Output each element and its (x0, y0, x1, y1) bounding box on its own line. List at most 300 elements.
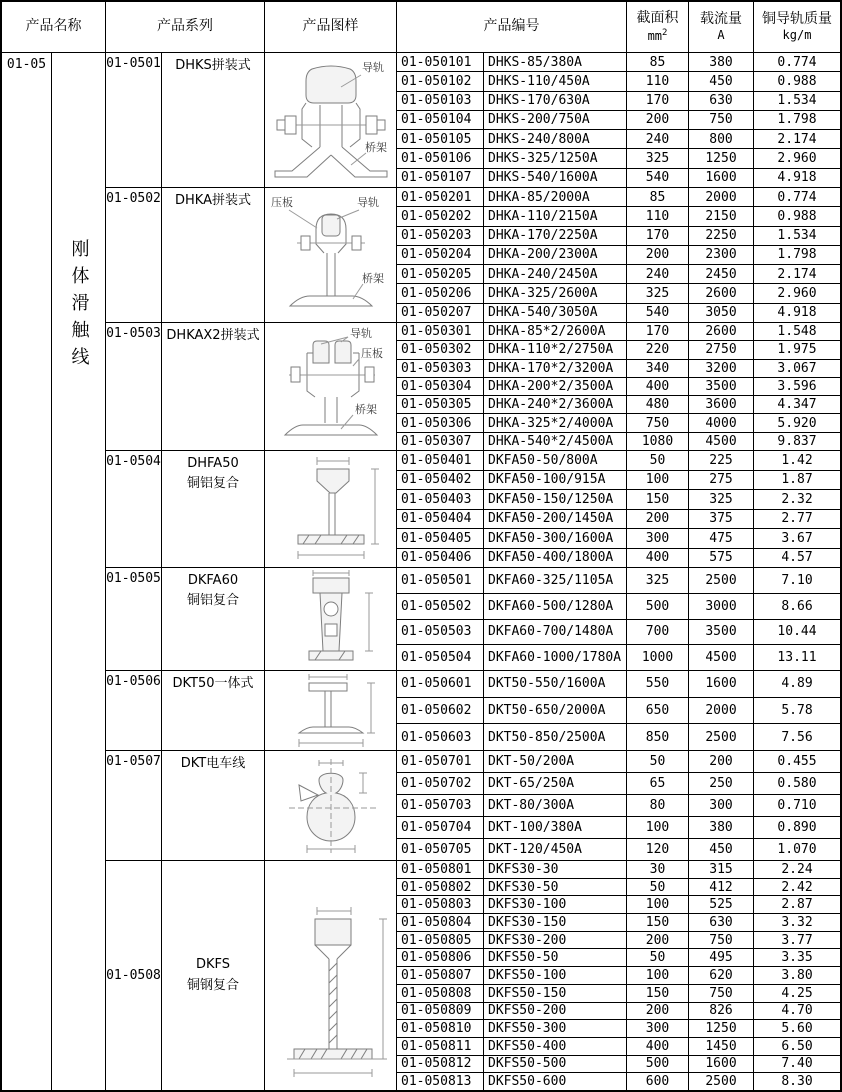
drawing-label-bracket: 桥架 (355, 403, 377, 416)
series-name-cell (162, 451, 265, 567)
series-name-cell (162, 568, 265, 670)
product-model-cell: DKT-120/450A (484, 839, 627, 860)
current-cell: 1450 (689, 1038, 754, 1055)
product-row (397, 284, 840, 303)
current-cell: 2000 (689, 188, 754, 206)
area-cell: 100 (627, 817, 689, 838)
product-model-cell: DHKA-540*2/4500A (484, 433, 627, 450)
category-name-cell (52, 53, 106, 1090)
mass-cell: 4.70 (781, 1003, 813, 1019)
mass-cell: 3.596 (777, 378, 817, 394)
current-cell: 450 (689, 72, 754, 90)
area-cell: 85 (627, 188, 689, 206)
area-cell: 325 (627, 284, 689, 302)
product-model-cell: DKFS50-500 (484, 1056, 627, 1073)
current-cell: 275 (689, 471, 754, 490)
mass-cell: 2.77 (781, 511, 813, 527)
product-row (397, 671, 840, 698)
series-name-line: DKT50一体式 (172, 676, 254, 691)
product-code-cell: 01-050503 (397, 620, 484, 645)
product-section (106, 861, 840, 1090)
current-cell: 826 (689, 1003, 754, 1020)
header-product-name (2, 2, 106, 52)
mass-cell: 9.837 (777, 433, 817, 449)
series-code-cell: 01-0504 (106, 451, 162, 567)
header-product-series-label: 产品系列 (157, 18, 213, 35)
area-cell: 300 (627, 1020, 689, 1037)
product-row (397, 568, 840, 594)
header-current-capacity (689, 2, 754, 52)
mass-cell: 0.890 (777, 820, 817, 835)
current-cell: 2300 (689, 246, 754, 264)
product-model-cell: DHKA-200*2/3500A (484, 378, 627, 395)
series-code-cell: 01-0508 (106, 861, 162, 1090)
area-cell: 480 (627, 396, 689, 413)
product-code-cell: 01-050203 (397, 227, 484, 245)
product-row (397, 879, 840, 897)
mass-cell: 2.960 (777, 151, 817, 167)
mass-cell: 4.57 (781, 550, 813, 566)
mass-cell: 7.10 (781, 572, 813, 588)
current-cell: 2500 (689, 724, 754, 750)
area-cell: 1080 (627, 433, 689, 450)
product-model-cell: DKFS30-200 (484, 932, 627, 949)
category-code: 01-05 (6, 57, 47, 72)
series-name-line: DHKA拼装式 (175, 193, 251, 208)
header-product-code (397, 2, 627, 52)
product-row (397, 471, 840, 491)
product-model-cell: DHKS-325/1250A (484, 149, 627, 167)
product-row (397, 433, 840, 450)
product-row (397, 594, 840, 620)
mass-cell: 2.32 (781, 491, 813, 507)
product-code-cell: 01-050704 (397, 817, 484, 838)
header-product-series (106, 2, 265, 52)
current-cell: 325 (689, 490, 754, 509)
series-code-cell: 01-0501 (106, 53, 162, 187)
product-model-cell: DHKS-110/450A (484, 72, 627, 90)
current-cell: 3000 (689, 594, 754, 619)
product-code-cell: 01-050802 (397, 879, 484, 896)
mass-cell: 13.11 (777, 650, 817, 666)
section-rows (397, 188, 840, 322)
mass-cell: 2.174 (777, 266, 817, 282)
current-cell: 2250 (689, 227, 754, 245)
category-name-vertical: 刚体滑触线 (68, 239, 90, 374)
mass-cell: 1.534 (777, 93, 817, 109)
header-product-name-label: 产品名称 (25, 18, 82, 35)
area-cell: 220 (627, 341, 689, 358)
mass-cell: 3.67 (781, 530, 813, 546)
header-current-label: 载流量 (700, 10, 742, 27)
product-row (397, 207, 840, 226)
product-code-cell: 01-050201 (397, 188, 484, 206)
series-name-cell (162, 751, 265, 860)
current-cell: 380 (689, 817, 754, 838)
product-row (397, 490, 840, 510)
mass-cell: 2.87 (781, 897, 813, 913)
current-cell: 3500 (689, 620, 754, 645)
current-cell: 2500 (689, 1073, 754, 1090)
product-model-cell: DKFS50-50 (484, 949, 627, 966)
current-cell: 375 (689, 510, 754, 529)
product-row (397, 149, 840, 168)
drawing-label-rail: 导轨 (350, 327, 372, 340)
area-cell: 200 (627, 246, 689, 264)
product-code-cell: 01-050204 (397, 246, 484, 264)
dhkax2-double-rail-assembly-diagram (265, 323, 396, 450)
current-cell: 575 (689, 549, 754, 568)
product-code-cell: 01-050404 (397, 510, 484, 529)
area-cell: 200 (627, 1003, 689, 1020)
mass-cell: 1.975 (777, 342, 817, 358)
series-code-cell: 01-0503 (106, 323, 162, 450)
area-cell: 240 (627, 130, 689, 148)
product-drawing-cell (265, 451, 397, 567)
product-row (397, 932, 840, 950)
area-cell: 30 (627, 861, 689, 878)
product-row (397, 304, 840, 322)
section-rows (397, 323, 840, 450)
product-code-cell: 01-050105 (397, 130, 484, 148)
product-code-cell: 01-050301 (397, 323, 484, 340)
series-name-line: DKFS (195, 957, 231, 973)
product-row (397, 130, 840, 149)
product-row (397, 92, 840, 111)
mass-cell: 0.988 (777, 73, 817, 89)
header-mass-unit: kg/m (782, 28, 812, 43)
header-mass-label: 铜导轨质量 (762, 10, 832, 27)
product-code-cell: 01-050806 (397, 949, 484, 966)
product-row (397, 949, 840, 967)
area-cell: 400 (627, 378, 689, 395)
product-model-cell: DKT50-650/2000A (484, 698, 627, 724)
product-drawing-cell (265, 323, 397, 450)
mass-cell: 1.534 (777, 228, 817, 244)
product-code-cell: 01-050405 (397, 529, 484, 548)
area-cell: 700 (627, 620, 689, 645)
header-rail-mass (754, 2, 840, 52)
product-row (397, 53, 840, 72)
current-cell: 200 (689, 751, 754, 772)
current-cell: 1600 (689, 169, 754, 187)
product-code-cell: 01-050813 (397, 1073, 484, 1090)
product-section (106, 323, 840, 451)
series-name-cell (162, 671, 265, 750)
product-model-cell: DKFA50-300/1600A (484, 529, 627, 548)
mass-cell: 1.548 (777, 324, 817, 340)
product-code-cell: 01-050106 (397, 149, 484, 167)
mass-cell: 2.960 (777, 286, 817, 302)
current-cell: 250 (689, 773, 754, 794)
product-code-cell: 01-050207 (397, 304, 484, 322)
product-code-cell: 01-050401 (397, 451, 484, 470)
area-cell: 240 (627, 265, 689, 283)
product-row (397, 839, 840, 860)
current-cell: 2000 (689, 698, 754, 724)
mass-cell: 2.174 (777, 131, 817, 147)
product-model-cell: DHKA-110/2150A (484, 207, 627, 225)
mass-cell: 8.66 (781, 598, 813, 614)
product-code-cell: 01-050812 (397, 1056, 484, 1073)
section-rows (397, 751, 840, 860)
product-code-cell: 01-050502 (397, 594, 484, 619)
product-code-cell: 01-050305 (397, 396, 484, 413)
area-cell: 120 (627, 839, 689, 860)
mass-cell: 3.32 (781, 914, 813, 930)
mass-cell: 1.798 (777, 247, 817, 263)
product-row (397, 72, 840, 91)
dhks-clamp-assembly-diagram (265, 53, 396, 187)
drawing-label-clamp-plate: 压板 (361, 347, 383, 360)
product-row (397, 451, 840, 471)
product-model-cell: DKFS50-150 (484, 985, 627, 1002)
product-code-cell: 01-050202 (397, 207, 484, 225)
dhfa50-t-rail-cross-section-diagram (265, 451, 396, 567)
area-cell: 1000 (627, 645, 689, 670)
area-cell: 80 (627, 795, 689, 816)
series-name-cell (162, 188, 265, 322)
product-model-cell: DKFS50-400 (484, 1038, 627, 1055)
product-code-cell: 01-050102 (397, 72, 484, 90)
category-code-cell (2, 53, 52, 1090)
product-section (106, 751, 840, 861)
area-cell: 150 (627, 914, 689, 931)
drawing-label-rail: 导轨 (362, 61, 384, 74)
dhka-clamp-assembly-diagram (265, 188, 396, 322)
current-cell: 495 (689, 949, 754, 966)
header-cross-section-area (627, 2, 689, 52)
product-model-cell: DKT-50/200A (484, 751, 627, 772)
mass-cell: 4.347 (777, 397, 817, 413)
current-cell: 450 (689, 839, 754, 860)
drawing-label-clamp-plate: 压板 (271, 196, 293, 209)
product-code-cell: 01-050811 (397, 1038, 484, 1055)
product-row (397, 751, 840, 773)
current-cell: 630 (689, 914, 754, 931)
mass-cell: 0.580 (777, 776, 817, 791)
dkfs-tall-t-rail-cross-section-diagram (265, 861, 396, 1090)
current-cell: 525 (689, 896, 754, 913)
product-model-cell: DKFA50-150/1250A (484, 490, 627, 509)
current-cell: 750 (689, 111, 754, 129)
product-model-cell: DKFA60-700/1480A (484, 620, 627, 645)
product-model-cell: DKFA50-200/1450A (484, 510, 627, 529)
area-cell: 150 (627, 490, 689, 509)
current-cell: 412 (689, 879, 754, 896)
dkfa60-column-cross-section-diagram (265, 568, 396, 670)
sections (106, 53, 840, 1090)
header-area-label: 截面积 (636, 10, 679, 27)
product-code-cell: 01-050603 (397, 724, 484, 750)
area-cell: 300 (627, 529, 689, 548)
product-model-cell: DKFS50-100 (484, 967, 627, 984)
area-cell: 500 (627, 1056, 689, 1073)
series-name-cell (162, 53, 265, 187)
product-model-cell: DKFS30-30 (484, 861, 627, 878)
product-row (397, 188, 840, 207)
product-row (397, 1056, 840, 1074)
mass-cell: 2.42 (781, 879, 813, 895)
product-row (397, 698, 840, 725)
product-model-cell: DHKA-170/2250A (484, 227, 627, 245)
current-cell: 315 (689, 861, 754, 878)
current-cell: 1600 (689, 1056, 754, 1073)
mass-cell: 8.30 (781, 1074, 813, 1090)
series-name-line: DKT电车线 (180, 756, 246, 771)
table-header-row (2, 2, 840, 53)
mass-cell: 7.40 (781, 1056, 813, 1072)
series-name-line: DHFA50 (187, 456, 239, 471)
product-code-cell: 01-050306 (397, 414, 484, 431)
product-model-cell: DKT-100/380A (484, 817, 627, 838)
product-model-cell: DKFS30-50 (484, 879, 627, 896)
area-cell: 50 (627, 879, 689, 896)
product-row (397, 227, 840, 246)
product-model-cell: DKFA50-100/915A (484, 471, 627, 490)
product-model-cell: DHKA-240*2/3600A (484, 396, 627, 413)
product-drawing-cell (265, 188, 397, 322)
product-section (106, 451, 840, 568)
current-cell: 2600 (689, 323, 754, 340)
product-row (397, 549, 840, 568)
product-model-cell: DHKS-240/800A (484, 130, 627, 148)
current-cell: 2750 (689, 341, 754, 358)
product-code-cell: 01-050810 (397, 1020, 484, 1037)
product-code-cell: 01-050701 (397, 751, 484, 772)
product-section (106, 568, 840, 671)
mass-cell: 4.918 (777, 305, 817, 321)
section-rows (397, 861, 840, 1090)
product-code-cell: 01-050805 (397, 932, 484, 949)
current-cell: 3600 (689, 396, 754, 413)
series-name-line: DKFA60 (187, 573, 239, 588)
product-code-cell: 01-050403 (397, 490, 484, 509)
product-code-cell: 01-050402 (397, 471, 484, 490)
area-cell: 325 (627, 568, 689, 593)
current-cell: 300 (689, 795, 754, 816)
product-row (397, 645, 840, 670)
mass-cell: 0.455 (777, 754, 817, 769)
current-cell: 2600 (689, 284, 754, 302)
header-product-drawing-label: 产品图样 (302, 18, 359, 35)
product-model-cell: DKFA60-1000/1780A (484, 645, 627, 670)
product-model-cell: DHKA-240/2450A (484, 265, 627, 283)
product-code-cell: 01-050808 (397, 985, 484, 1002)
current-cell: 2450 (689, 265, 754, 283)
product-code-cell: 01-050804 (397, 914, 484, 931)
series-name-cell (162, 323, 265, 450)
product-model-cell: DHKS-85/380A (484, 53, 627, 71)
current-cell: 4500 (689, 433, 754, 450)
product-model-cell: DHKA-170*2/3200A (484, 360, 627, 377)
product-row (397, 724, 840, 750)
product-section (106, 671, 840, 751)
drawing-label-bracket: 桥架 (365, 141, 387, 154)
area-cell: 150 (627, 985, 689, 1002)
product-model-cell: DHKA-110*2/2750A (484, 341, 627, 358)
current-cell: 2150 (689, 207, 754, 225)
product-row (397, 529, 840, 549)
product-row (397, 795, 840, 817)
product-code-cell: 01-050807 (397, 967, 484, 984)
product-code-cell: 01-050304 (397, 378, 484, 395)
product-model-cell: DKFA60-325/1105A (484, 568, 627, 593)
area-cell: 340 (627, 360, 689, 377)
product-model-cell: DKFA60-500/1280A (484, 594, 627, 619)
area-cell: 200 (627, 510, 689, 529)
product-model-cell: DKT-80/300A (484, 795, 627, 816)
product-code-cell: 01-050205 (397, 265, 484, 283)
current-cell: 4000 (689, 414, 754, 431)
mass-cell: 5.60 (781, 1021, 813, 1037)
product-code-cell: 01-050602 (397, 698, 484, 724)
current-cell: 1600 (689, 671, 754, 697)
mass-cell: 3.80 (781, 967, 813, 983)
series-code-cell: 01-0502 (106, 188, 162, 322)
header-product-drawing (265, 2, 397, 52)
series-name-line: 铜钢复合 (186, 977, 239, 993)
product-row (397, 323, 840, 341)
product-model-cell: DHKS-200/750A (484, 111, 627, 129)
product-row (397, 620, 840, 646)
product-section (106, 188, 840, 323)
dkt50-i-beam-cross-section-diagram (265, 671, 396, 750)
current-cell: 3500 (689, 378, 754, 395)
product-code-cell: 01-050107 (397, 169, 484, 187)
product-model-cell: DKFS50-200 (484, 1003, 627, 1020)
series-code-cell: 01-0506 (106, 671, 162, 750)
product-code-cell: 01-050406 (397, 549, 484, 568)
product-row (397, 967, 840, 985)
area-cell: 200 (627, 932, 689, 949)
area-cell: 540 (627, 169, 689, 187)
area-cell: 100 (627, 967, 689, 984)
mass-cell: 1.42 (781, 452, 813, 468)
product-code-cell: 01-050601 (397, 671, 484, 697)
series-code-cell: 01-0507 (106, 751, 162, 860)
mass-cell: 0.774 (777, 189, 817, 205)
area-cell: 325 (627, 149, 689, 167)
product-row (397, 861, 840, 879)
header-current-unit: A (717, 28, 725, 43)
product-row (397, 169, 840, 187)
product-model-cell: DHKA-200/2300A (484, 246, 627, 264)
product-code-cell: 01-050101 (397, 53, 484, 71)
current-cell: 3200 (689, 360, 754, 377)
product-row (397, 111, 840, 130)
series-name-cell (162, 861, 265, 1090)
product-row (397, 1020, 840, 1038)
area-cell: 50 (627, 949, 689, 966)
area-cell: 850 (627, 724, 689, 750)
current-cell: 225 (689, 451, 754, 470)
mass-cell: 0.710 (777, 798, 817, 813)
product-model-cell: DKT50-850/2500A (484, 724, 627, 750)
product-code-cell: 01-050206 (397, 284, 484, 302)
product-code-cell: 01-050307 (397, 433, 484, 450)
product-code-cell: 01-050103 (397, 92, 484, 110)
product-row (397, 414, 840, 432)
product-row (397, 914, 840, 932)
area-cell: 540 (627, 304, 689, 322)
product-model-cell: DHKS-540/1600A (484, 169, 627, 187)
product-code-cell: 01-050803 (397, 896, 484, 913)
area-cell: 65 (627, 773, 689, 794)
product-code-cell: 01-050302 (397, 341, 484, 358)
mass-cell: 4.89 (781, 676, 813, 692)
current-cell: 630 (689, 92, 754, 110)
